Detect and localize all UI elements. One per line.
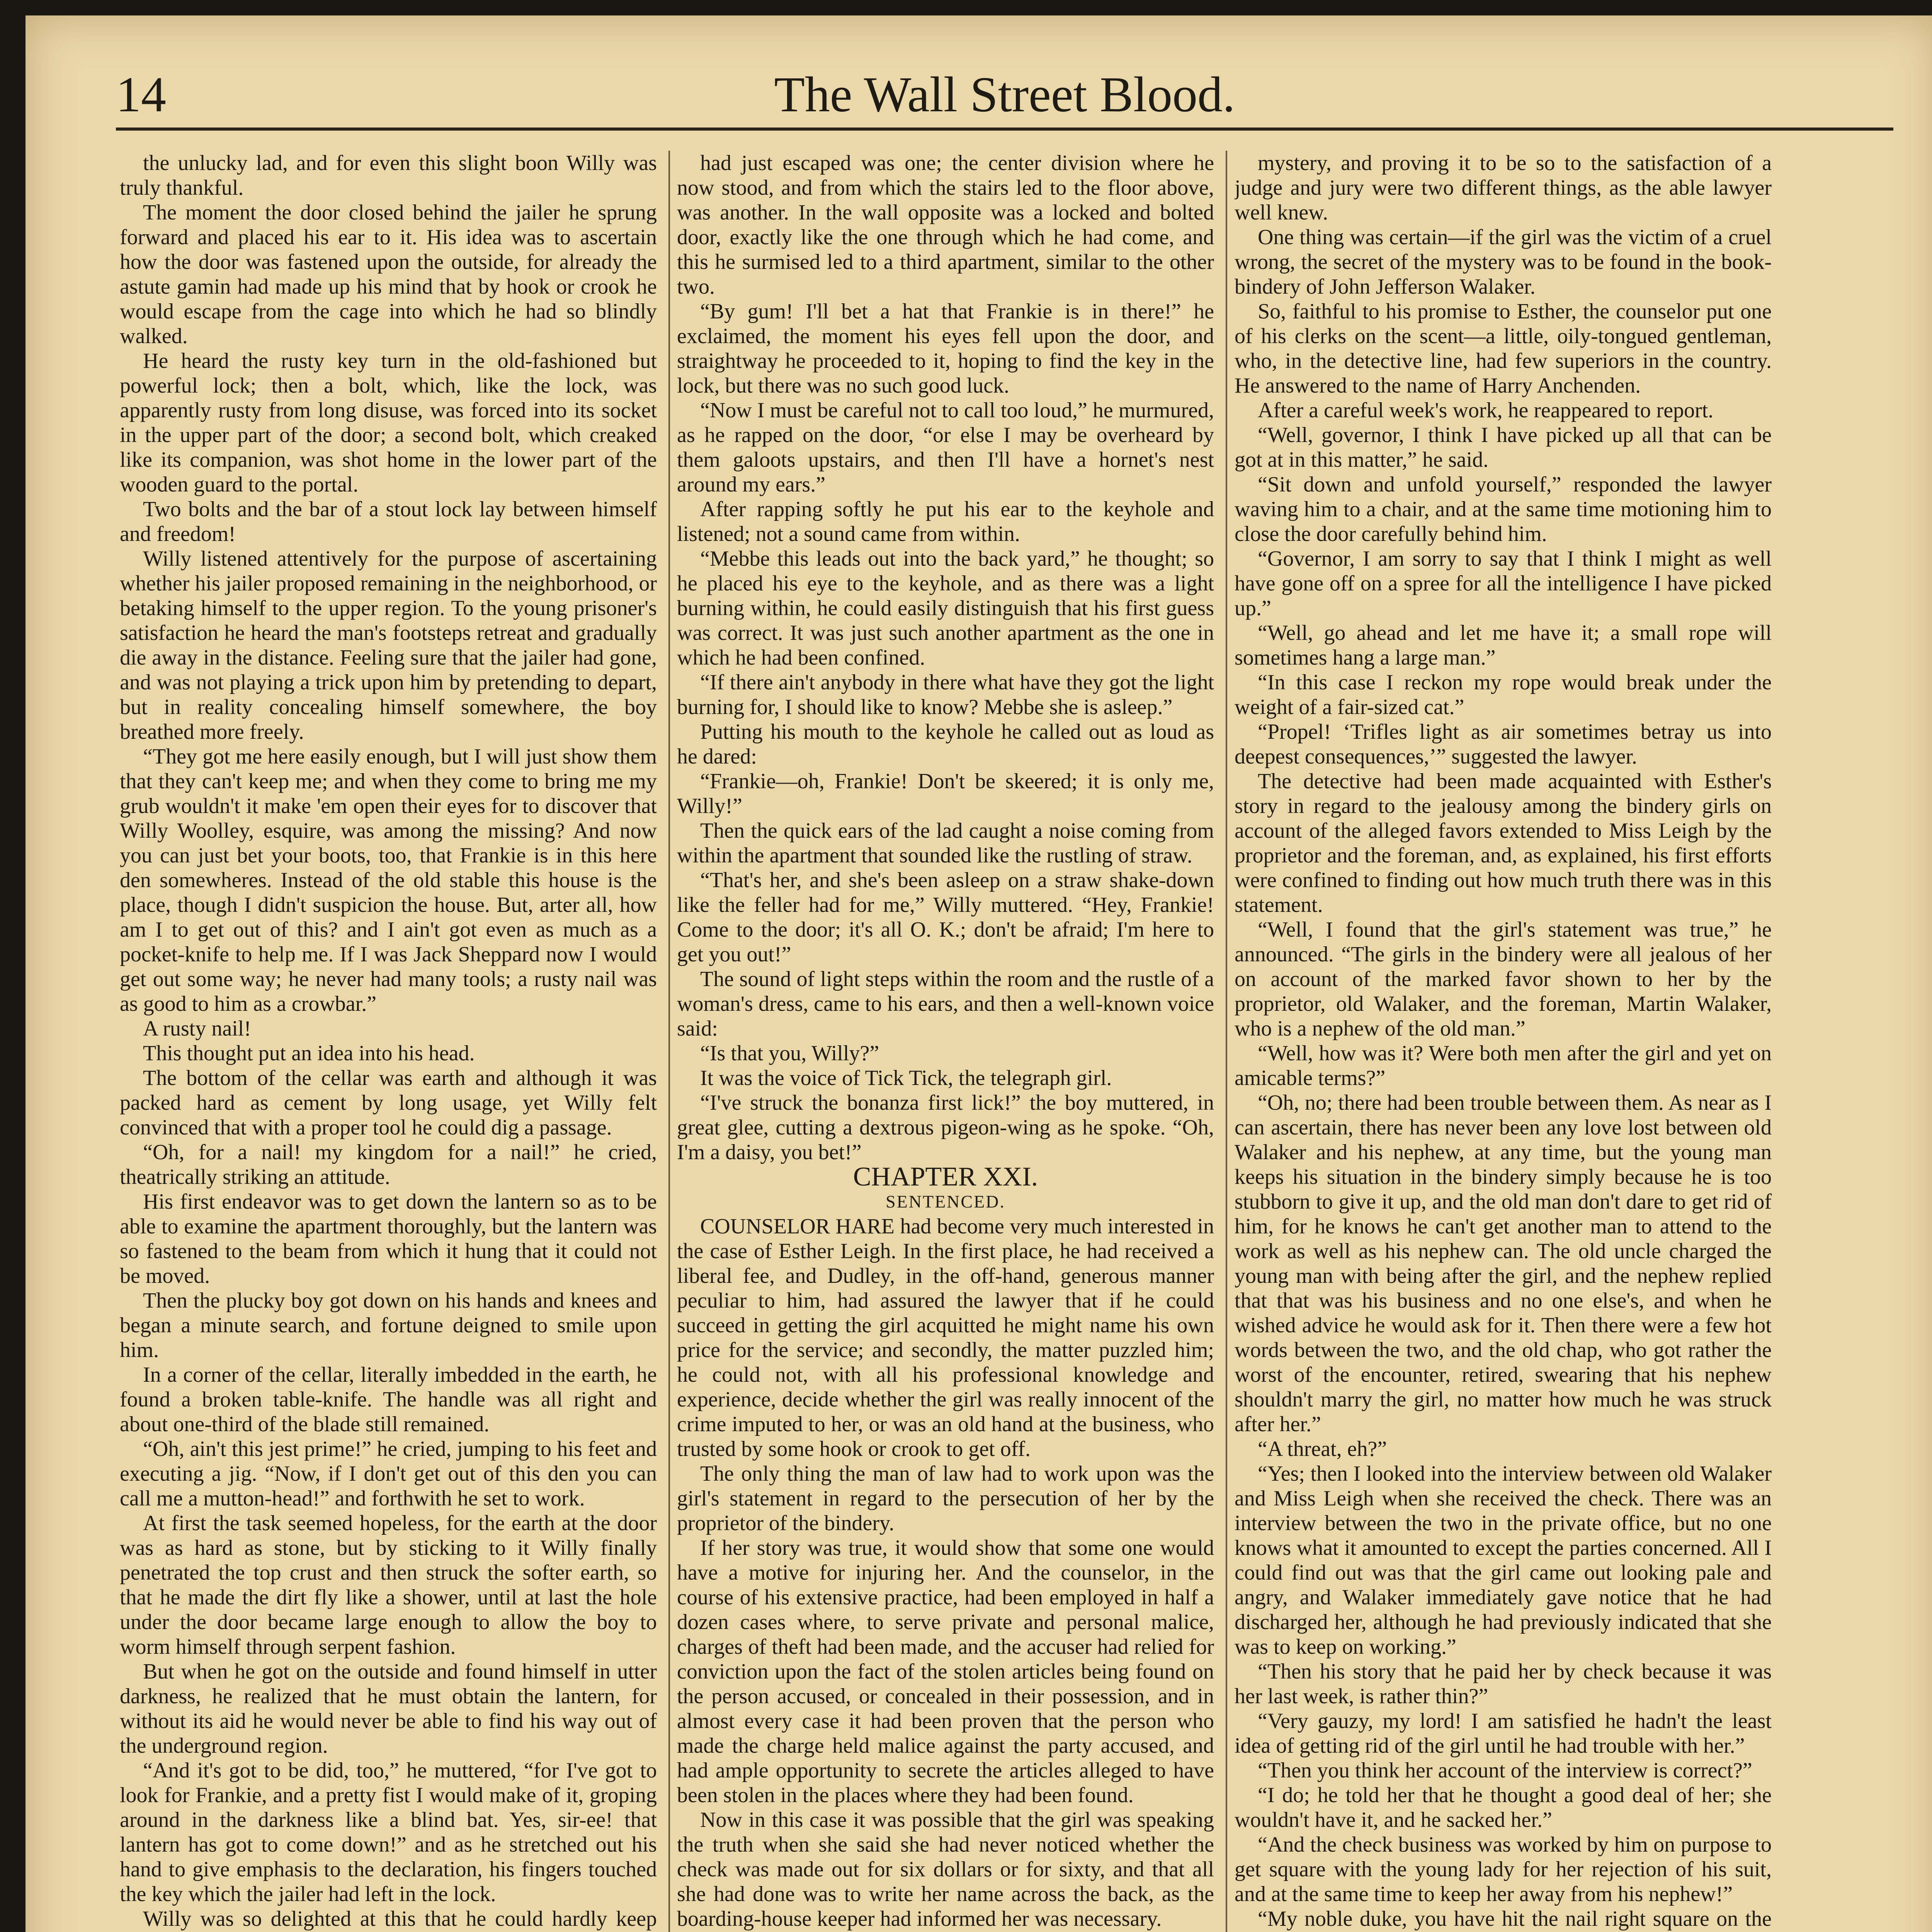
paragraph: After rapping softly he put his ear to the keyhole and listened; not a sound came from within. [677, 497, 1214, 546]
paragraph: “Well, governor, I think I have picked up all that can be got at in this matter,” he said. [1235, 423, 1772, 472]
paragraph: Then the quick ears of the lad caught a noise coming from within the apartment that sounded like the rustling of straw. [677, 819, 1214, 867]
paragraph: His first endeavor was to get down the lantern so as to be able to examine the apartment thoroughly, but the lantern was so fastened to the beam from which it hung that it could not be moved. [120, 1190, 657, 1288]
paragraph: “That's her, and she's been asleep on a straw shake-down like the feller had for me,” Willy muttered. “Hey, Frankie! Come to the door; it's all O. K.; don't be afraid; I'm here to get you out!” [677, 868, 1214, 966]
page-number: 14 [116, 67, 166, 122]
paragraph: The only thing the man of law had to work upon was the girl's statement in regard to the persecution of her by the proprietor of the bindery. [677, 1462, 1214, 1535]
masthead-title: The Wall Street Blood. [774, 67, 1235, 122]
paragraph: “Frankie—oh, Frankie! Don't be skeered; it is only me, Willy!” [677, 769, 1214, 818]
paragraph: Willy listened attentively for the purpose of ascertaining whether his jailer proposed remaining in the neighborhood, or betaking himself to the upper region. To the young prisoner's satisfaction he heard the man's footsteps retreat and gradually die away in the distance. Feeling sure that the jailer had gone, and was not playing a trick upon him by pretending to depart, but in reality concealing himself somewhere, the boy breathed more freely. [120, 547, 657, 744]
header-rule [116, 128, 1893, 131]
paragraph: “Then his story that he paid her by check because it was her last week, is rather thin?” [1235, 1660, 1772, 1708]
paragraph: “They got me here easily enough, but I will just show them that they can't keep me; and when they come to bring me my grub wouldn't it make 'em open their eyes for to discover that Willy Woolley, esquire, was among the missing? And now you can just bet your boots, too, that Frankie is in this here den somewheres. Instead of the old stable this house is the place, though I didn't suspicion the house. But, arter all, how am I to get out of this? and I ain't got even as much as a pocket-knife to help me. If I was Jack Sheppard now I would get out some way; he never had many tools; a rusty nail was as good to him as a crowbar.” [120, 745, 657, 1016]
chapter-heading: CHAPTER XXI. [853, 1162, 1038, 1192]
page-header [116, 58, 1893, 155]
paragraph: Two bolts and the bar of a stout lock lay between himself and freedom! [120, 497, 657, 546]
paragraph: At first the task seemed hopeless, for the earth at the door was as hard as stone, but by sticking to it Willy finally penetrated the top crust and then struck the softer earth, so that he made the dirt fly like a shower, until at last the hole under the door became large enough to allow the boy to worm himself through serpent fashion. [120, 1511, 657, 1659]
paragraph: COUNSELOR HARE had become very much interested in the case of Esther Leigh. In the first place, he had received a liberal fee, and Dudley, in the off-hand, generous manner peculiar to him, had assured the lawyer that if he could succeed in getting the girl acquitted he might name his own price for the service; and secondly, the matter puzzled him; he could not, with all his professional knowledge and experience, decide whether the girl was really innocent of the crime imputed to her, or was an old hand at the business, who trusted by some hook or crook to get off. [677, 1214, 1214, 1461]
paragraph: the unlucky lad, and for even this slight boon Willy was truly thankful. [120, 151, 657, 200]
paragraph: mystery, and proving it to be so to the satisfaction of a judge and jury were two different things, as the able lawyer well knew. [1235, 151, 1772, 224]
paragraph: “By gum! I'll bet a hat that Frankie is in there!” he exclaimed, the moment his eyes fell upon the door, and straightway he proceeded to it, hoping to find the key in the lock, but there was no such good luck. [677, 299, 1214, 398]
paragraph: “In this case I reckon my rope would break under the weight of a fair-sized cat.” [1235, 670, 1772, 719]
paragraph: “Governor, I am sorry to say that I think I might as well have gone off on a spree for all the intelligence I have picked up.” [1235, 547, 1772, 620]
paragraph: “My noble duke, you have hit the nail right square on the [1258, 1907, 1772, 1931]
paragraph: “And the check business was worked by him on purpose to get square with the young lady for her rejection of his suit, and at the same time to keep her away from his nephew!” [1235, 1833, 1772, 1906]
paragraph: Putting his mouth to the keyhole he called out as loud as he dared: [677, 720, 1214, 769]
paragraph: The bottom of the cellar was earth and although it was packed hard as cement by long usage, yet Willy felt convinced that with a proper tool he could dig a passage. [120, 1066, 657, 1139]
paragraph: In a corner of the cellar, literally imbedded in the earth, he found a broken table-knife. The handle was all right and about one-third of the blade still remained. [120, 1363, 657, 1436]
paragraph: It was the voice of Tick Tick, the telegraph girl. [700, 1066, 1112, 1090]
paragraph: had just escaped was one; the center division where he now stood, and from which the stairs led to the floor above, was another. In the wall opposite was a locked and bolted door, exactly like the one through which he had come, and this he surmised led to a third apartment, similar to the other two. [677, 151, 1214, 299]
paragraph: “I do; he told her that he thought a good deal of her; she wouldn't have it, and he sacked her.” [1235, 1783, 1772, 1832]
paragraph: “Is that you, Willy?” [700, 1041, 879, 1065]
paragraph: “Oh, for a nail! my kingdom for a nail!” he cried, theatrically striking an attitude. [120, 1140, 657, 1189]
paragraph: “Yes; then I looked into the interview between old Walaker and Miss Leigh when she received the check. There was an interview between the two in the private office, but no one knows what it amounted to except the parties concerned. All I could find out was that the girl came out looking pale and angry, and Walaker immediately gave notice that he had discharged her, although he had previously indicated that she was to keep on working.” [1235, 1462, 1772, 1659]
paragraph: The moment the door closed behind the jailer he sprung forward and placed his ear to it. His idea was to ascertain how the door was fastened upon the outside, for already the astute gamin had made up his mind that by hook or crook he would escape from the cage into which he had so blindly walked. [120, 201, 657, 348]
paragraph: “Well, how was it? Were both men after the girl and yet on amicable terms?” [1235, 1041, 1772, 1090]
paragraph: After a careful week's work, he reappeared to report. [1258, 398, 1714, 422]
paragraph: The detective had been made acquainted with Esther's story in regard to the jealousy among the bindery girls on account of the alleged favors extended to Miss Leigh by the proprietor and the foreman, and, as explained, his first efforts were confined to finding out how much truth there was in this statement. [1235, 769, 1772, 917]
paragraph: “Propel! ‘Trifles light as air sometimes betray us into deepest consequences,’” suggested the lawyer. [1235, 720, 1772, 769]
paragraph: “Mebbe this leads out into the back yard,” he thought; so he placed his eye to the keyhole, and as there was a light burning within, he could easily distinguish that his first guess was correct. It was just such another apartment as the one in which he had been confined. [677, 547, 1214, 670]
chapter-subheading: SENTENCED. [886, 1192, 1005, 1211]
column-right [1235, 151, 1772, 1932]
paragraph: “Oh, ain't this jest prime!” he cried, jumping to his feet and executing a jig. “Now, if I don't get out of this den you can call me a mutton-head!” and forthwith he set to work. [120, 1437, 657, 1510]
paragraph: “If there ain't anybody in there what have they got the light burning for, I should like to know? Mebbe she is asleep.” [677, 670, 1214, 719]
paragraph: So, faithful to his promise to Esther, the counselor put one of his clerks on the scent—a little, oily-tongued gentleman, who, in the detective line, had few superiors in the country. He answered to the name of Harry Anchenden. [1235, 299, 1772, 398]
paragraph: “And it's got to be did, too,” he muttered, “for I've got to look for Frankie, and a pretty fist I would make of it, groping around in the darkness like a blind bat. Yes, sir-ee! that lantern has got to come down!” and as he stretched out his hand to give emphasis to the declaration, his fingers touched the key which the jailer had left in the lock. [120, 1759, 657, 1906]
column-middle [677, 151, 1214, 1932]
paragraph: “A threat, eh?” [1258, 1437, 1387, 1461]
paragraph: This thought put an idea into his head. [143, 1041, 475, 1065]
column-middle-top [677, 151, 1214, 1165]
paragraph: “Well, go ahead and let me have it; a small rope will sometimes hang a large man.” [1235, 621, 1772, 670]
column-left [120, 151, 657, 1932]
paragraph: “I've struck the bonanza first lick!” the boy muttered, in great glee, cutting a dextrous pigeon-wing as he spoke. “Oh, I'm a daisy, you bet!” [677, 1091, 1214, 1164]
column-divider [668, 151, 670, 1932]
paragraph: Now in this case it was possible that the girl was speaking the truth when she said she had never noticed whether the check was made out for six dollars or for sixty, and that all she had done was to write her name across the back, as the boarding-house keeper had informed her was necessary. [677, 1808, 1214, 1931]
paragraph: “Then you think her account of the interview is correct?” [1258, 1759, 1752, 1782]
paragraph: But when he got on the outside and found himself in utter darkness, he realized that he must obtain the lantern, for without its aid he would never be able to find his way out of the underground region. [120, 1660, 657, 1758]
paragraph: “Oh, no; there had been trouble between them. As near as I can ascertain, there has never been any love lost between old Walaker and his nephew, at any time, but the young man keeps his situation in the bindery simply because he is too stubborn to give it up, and the old man don't dare to get rid of him, for he knows he can't get another man to attend to the work as well as his nephew can. The old uncle charged the young man with being after the girl, and the nephew replied that that was his business and no one else's, and when he wished advice he would ask for it. Then there were a few hot words between the two, and the old chap, who got rather the worst of the encounter, retired, swearing that his nephew shouldn't marry the girl, no matter how much he was struck after her.” [1235, 1091, 1772, 1436]
paragraph: If her story was true, it would show that some one would have a motive for injuring her. And the counselor, in the course of his extensive practice, had been employed in half a dozen cases where, to serve private and personal malice, charges of theft had been made, and the accuser had relied for conviction upon the fact of the stolen articles being found on the person accused, or concealed in their possession, and in almost every case it had been proven that the person who made the charge held malice against the party accused, and had ample opportunity to secrete the articles alleged to have been stolen in the places where they had been found. [677, 1536, 1214, 1807]
paragraph: “Sit down and unfold yourself,” responded the lawyer waving him to a chair, and at the same time motioning him to close the door carefully behind him. [1235, 473, 1772, 546]
paragraph: A rusty nail! [143, 1017, 251, 1041]
paragraph: The sound of light steps within the room and the rustle of a woman's dress, came to his ears, and then a well-known voice said: [677, 967, 1214, 1041]
paragraph: He heard the rusty key turn in the old-fashioned but powerful lock; then a bolt, which, like the lock, was apparently rusty from long disuse, was forced into its socket in the upper part of the door; a second bolt, which creaked like its companion, was shot home in the lower part of the wooden guard to the portal. [120, 349, 657, 497]
column-middle-bottom [677, 1214, 1214, 1932]
column-divider [1226, 151, 1227, 1932]
paragraph: Willy was so delighted at this that he could hardly keep [143, 1907, 657, 1931]
paragraph: “Well, I found that the girl's statement was true,” he announced. “The girls in the bindery were all jealous of her on account of the marked favor shown to her by the proprietor, old Walaker, and the foreman, Martin Walaker, who is a nephew of the old man.” [1235, 918, 1772, 1041]
paragraph: “Very gauzy, my lord! I am satisfied he hadn't the least idea of getting rid of the girl until he had trouble with her.” [1235, 1709, 1772, 1758]
paragraph: “Now I must be careful not to call too loud,” he murmured, as he rapped on the door, “or else I may be overheard by them galoots upstairs, and then I'll have a hornet's nest around my ears.” [677, 398, 1214, 497]
paragraph: One thing was certain—if the girl was the victim of a cruel wrong, the secret of the mystery was to be found in the book-bindery of John Jefferson Walaker. [1235, 225, 1772, 299]
paragraph: Then the plucky boy got down on his hands and knees and began a minute search, and fortune deigned to smile upon him. [120, 1289, 657, 1362]
